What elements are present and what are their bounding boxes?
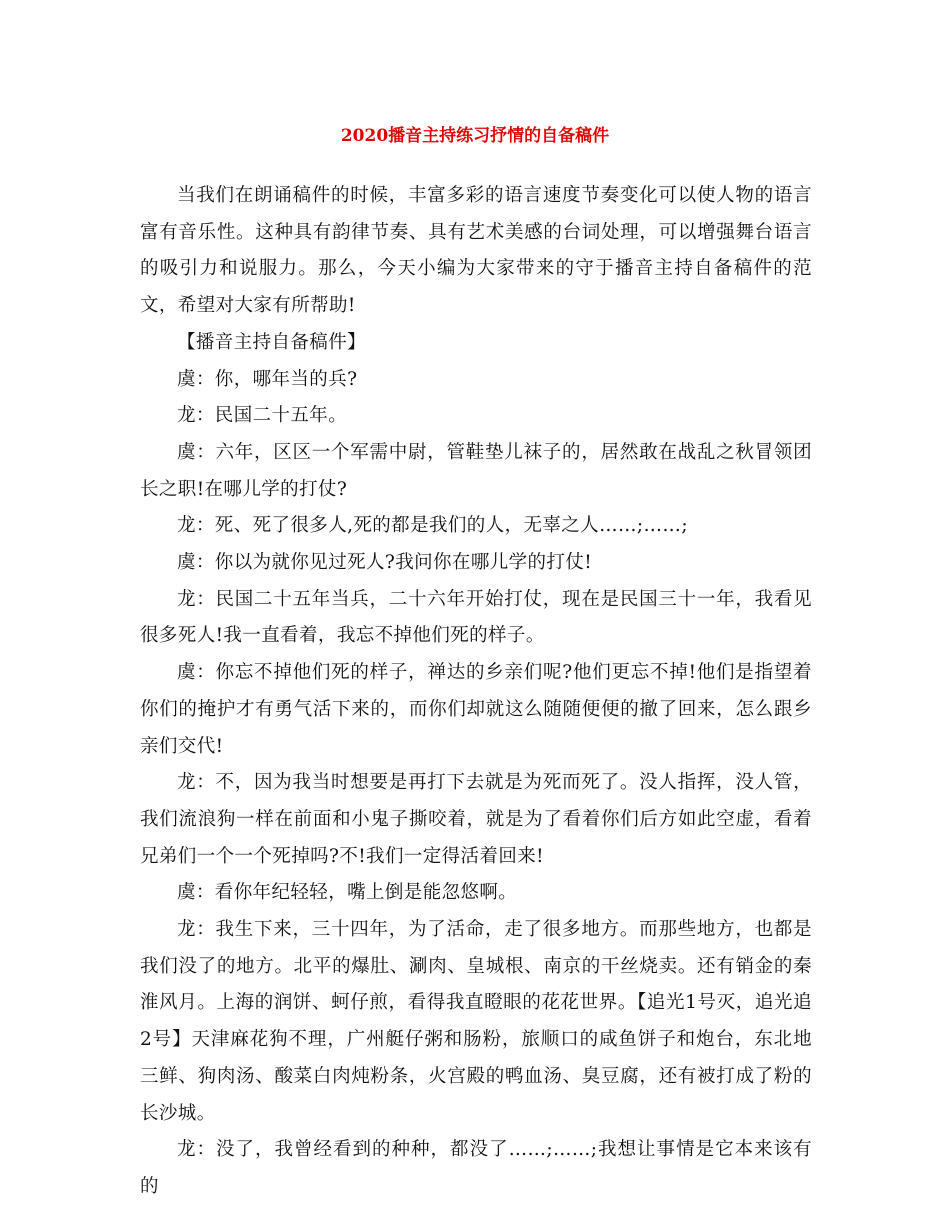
dialogue-paragraph: 龙：不，因为我当时想要是再打下去就是为死而死了。没人指挥，没人管，我们流浪狗一样在前面和小鬼子撕咬着，就是为了看着你们后方如此空虚，看着兄弟们一个一个死掉吗?不!我们一定得活着回来! [140,772,812,867]
dialogue-paragraph: 龙：民国二十五年。 [177,405,348,427]
dialogue-paragraph: 龙：没了，我曾经看到的种种，都没了……;……;我想让事情是它本来该有的 [140,1139,812,1197]
intro-paragraph: 当我们在朗诵稿件的时候，丰富多彩的语言速度节奏变化可以使人物的语言富有音乐性。这种具有韵律节奏、具有艺术美感的台词处理，可以增强舞台语言的吸引力和说服力。那么，今天小编为大家带来的守于播音主持自备稿件的范文，希望对大家有所帮助! [140,185,812,317]
dialogue-paragraph: 龙：死、死了很多人,死的都是我们的人，无辜之人……;……; [177,515,688,537]
dialogue-paragraph: 虞：你忘不掉他们死的样子，禅达的乡亲们呢?他们更忘不掉!他们是指望着你们的掩护才有勇气活下来的，而你们却就这么随随便便的撤了回来，怎么跟乡亲们交代! [140,662,812,757]
dialogue-paragraph: 龙：我生下来，三十四年，为了活命，走了很多地方。而那些地方，也都是我们没了的地方。北平的爆肚、涮肉、皇城根、南京的干丝烧卖。还有销金的秦淮风月。上海的润饼、蚵仔煎，看得我直瞪眼的花花世界。【追光1号灭，追光追2号】天津麻花狗不理，广州艇仔粥和肠粉，旅顺口的咸鱼饼子和炮台，东北地三鲜、狗肉汤、酸菜白肉炖粉条，火宫殿的鸭血汤、臭豆腐，还有被打成了粉的长沙城。 [140,919,812,1124]
dialogue-paragraph: 龙：民国二十五年当兵，二十六年开始打仗，现在是民国三十一年，我看见很多死人!我一直看着，我忘不掉他们死的样子。 [140,588,812,647]
dialogue-paragraph: 虞：看你年纪轻轻，嘴上倒是能忽悠啊。 [177,882,518,904]
section-heading: 【播音主持自备稿件】 [177,331,367,353]
dialogue-paragraph: 虞：六年，区区一个军需中尉，管鞋垫儿袜子的，居然敢在战乱之秋冒领团长之职!在哪儿学的打仗? [140,441,812,500]
dialogue-paragraph: 虞：你，哪年当的兵? [177,368,358,390]
document-body [140,178,812,1206]
dialogue-paragraph: 虞：你以为就你见过死人?我问你在哪儿学的打仗! [177,552,593,574]
document-title: 2020播音主持练习抒情的自备稿件 [340,126,610,146]
